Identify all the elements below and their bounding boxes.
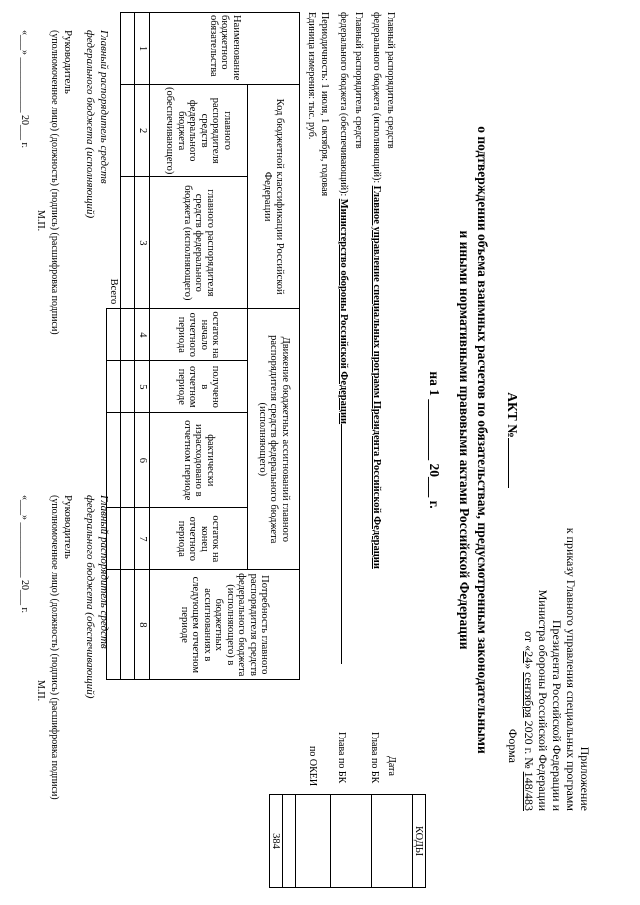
col-start-header: остаток на начало отчетного периода (150, 309, 248, 361)
col-bk-exec-header: главного распорядителя средств федерального бюджета (исполняющего) (150, 177, 248, 309)
main-manager-prefix: федерального бюджета (исполняющий): (371, 12, 382, 186)
approval-date (522, 371, 536, 811)
left-decoding: (расшифровка подписи) (49, 232, 60, 335)
secured-field (338, 12, 349, 664)
code-glava-label-1: Глава по БК (369, 732, 380, 784)
right-head-sub: (уполномоченное лицо) (49, 495, 60, 597)
table-row (135, 13, 150, 680)
left-stamp: М.П. (35, 210, 46, 232)
right-date-line: «___» ___________ 20___ г. (19, 495, 30, 613)
date-day: 24 (522, 651, 536, 664)
right-signature: (подпись) (49, 653, 60, 696)
approval-line: Приложение (578, 746, 592, 811)
approval-line: к приказу Главного управления специальных программ (564, 527, 578, 811)
title-date: на 1 _________ 20___ г. (427, 371, 442, 509)
secured-label: Главный распорядитель средств (353, 12, 364, 149)
title-line-1: о подтверждении объема взаимных расчетов по обязательствам, предусмотренным законодательными (475, 126, 490, 754)
col-obligation-header: Наименование бюджетного обязательства (150, 13, 300, 85)
code-glava-cell (331, 795, 372, 888)
total-label: Всего (108, 278, 120, 305)
col-number: 8 (135, 570, 150, 680)
code-glava-cell (296, 795, 331, 888)
table-row (121, 13, 135, 680)
col-number: 2 (135, 85, 150, 177)
codes-header: КОДЫ (413, 795, 426, 888)
col-number: 6 (135, 413, 150, 508)
approval-line: Президента Российской Федерации и (550, 619, 564, 811)
col-movement-group-header: Движение бюджетных ассигнований главного распорядителя средств федерального бюджета (исполняющего) (248, 309, 300, 570)
periodicity: Периодичность: 1 июля, 1 октября, годовая (319, 12, 330, 197)
col-number: 1 (135, 13, 150, 85)
right-signer-role: Главный распорядитель средств (98, 495, 110, 649)
code-okei-label: по ОКЕИ (307, 746, 318, 787)
codes-box (269, 794, 426, 888)
right-head-label: Руководитель (62, 495, 74, 559)
col-received-header: получено в отчетном периоде (150, 361, 248, 413)
code-glava-label-2: Глава по БК (336, 732, 347, 784)
col-bk-group-header: Код бюджетной классификации Российской Федерации (248, 85, 300, 309)
approval-line: Министра обороны Российской Федерации (536, 589, 550, 811)
main-manager-field (371, 12, 382, 569)
left-signature-line (49, 30, 60, 335)
obligations-table (107, 12, 301, 680)
main-manager-value: Главное управление специальных программ Президента Российской Федерации (371, 185, 382, 569)
col-number: 5 (135, 361, 150, 413)
code-date-cell (372, 795, 413, 888)
act-number-label: АКТ № (505, 392, 520, 438)
col-number: 4 (135, 309, 150, 361)
code-okei-cell: 384 (270, 795, 283, 888)
col-spent-header: фактически израсходовано в отчетном периоде (150, 413, 248, 508)
left-head-sub: (уполномоченное лицо) (49, 30, 60, 132)
secured-prefix: федерального бюджета (обеспечивающий): (338, 12, 349, 199)
code-date-label: Дата (386, 756, 397, 776)
main-manager-label: Главный распорядитель средств (385, 12, 396, 149)
act-title (504, 80, 520, 800)
left-date-line: «___» ___________ 20___ г. (19, 30, 30, 148)
date-year: 2020 г. № (522, 720, 536, 769)
date-month: сентября (522, 672, 536, 718)
left-signer-role-2: федерального бюджета (исполняющий) (84, 30, 96, 219)
title-line-2: и иными нормативными правовыми актами Российской Федерации (457, 230, 472, 650)
date-number: 148/483 (522, 771, 536, 811)
col-number: 7 (135, 508, 150, 570)
secured-value: Министерство обороны Российской Федерации (338, 198, 349, 425)
right-signer-role-2: федерального бюджета (обеспечивающий) (84, 495, 96, 699)
form-label: Форма (506, 728, 520, 763)
right-signature-line (49, 495, 60, 800)
col-end-header: остаток на конец отчетного периода (150, 508, 248, 570)
col-need-header: Потребность главного распорядителя средств федерального бюджета (исполняющего) в бюджетных ассигнованиях в следующем отчетном периоде (150, 570, 300, 680)
right-decoding: (расшифровка подписи) (49, 697, 60, 800)
date-mid: » (522, 663, 536, 670)
date-prefix: от « (522, 631, 536, 652)
left-position: (должность) (49, 133, 60, 187)
act-number-blank (508, 438, 509, 488)
secured-underline (341, 424, 342, 664)
left-signer-role: Главный распорядитель средств (98, 30, 110, 184)
code-empty-cell (283, 795, 296, 888)
right-stamp: М.П. (35, 680, 46, 702)
col-number: 3 (135, 177, 150, 309)
unit: Единица измерения: тыс. руб. (306, 12, 317, 140)
col-bk-secured-header: главного распорядителя средств федерального бюджета (обеспечивающего) (150, 85, 248, 177)
left-signature: (подпись) (49, 188, 60, 231)
left-head-label: Руководитель (62, 30, 74, 94)
right-position: (должность) (49, 598, 60, 652)
